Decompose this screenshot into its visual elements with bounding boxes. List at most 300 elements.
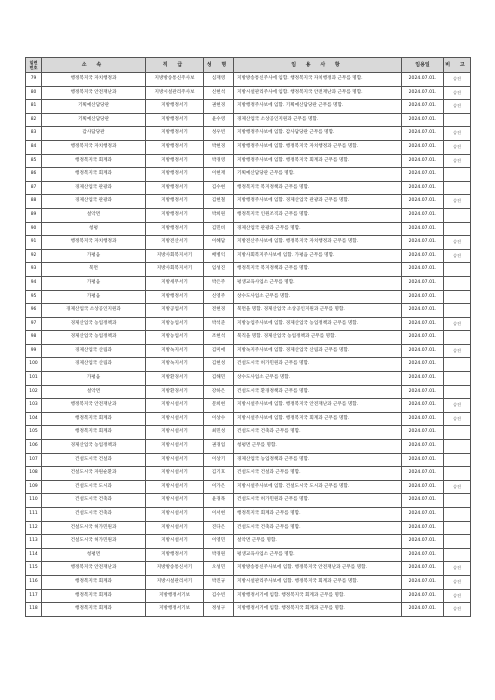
cell-note: [444, 467, 471, 481]
cell-serial-number: 117: [26, 589, 42, 603]
table-row: [26, 603, 471, 617]
cell-note: 승진: [444, 317, 471, 331]
cell-note: [444, 276, 471, 290]
cell-appointment-date: 2024.07.01.: [402, 100, 444, 114]
personnel-table: [25, 57, 471, 617]
cell-department: 설악면: [42, 385, 146, 399]
table-row: [26, 113, 471, 127]
cell-serial-number: 110: [26, 494, 42, 508]
table-row: [26, 331, 471, 345]
cell-appointment-detail: 건설도시국 환경정책과 근무를 명함.: [234, 385, 402, 399]
cell-serial-number: 97: [26, 317, 42, 331]
cell-serial-number: 99: [26, 344, 42, 358]
cell-appointment-date: 2024.07.01.: [402, 562, 444, 576]
cell-note: [444, 331, 471, 345]
cell-note: [444, 263, 471, 277]
cell-note: [444, 548, 471, 562]
cell-appointment-detail: 북면을 명함. 경제산업국 소상공인지원과 근무를 명함.: [234, 304, 402, 318]
cell-department: 경제산업국 산림과: [42, 358, 146, 372]
cell-appointment-date: 2024.07.01.: [402, 412, 444, 426]
cell-department: 행정복지국 자치행정과: [42, 140, 146, 154]
cell-department: 행정복지국 자치행정과: [42, 73, 146, 87]
cell-grade: 지방환경서기: [146, 385, 204, 399]
cell-department: 행정복지국 회계과: [42, 168, 146, 182]
cell-grade: 지방행정서기: [146, 548, 204, 562]
cell-name: 김수현: [204, 181, 234, 195]
cell-note: [444, 426, 471, 440]
cell-appointment-date: 2024.07.01.: [402, 358, 444, 372]
cell-serial-number: 111: [26, 508, 42, 522]
cell-note: [444, 508, 471, 522]
cell-appointment-date: 2024.07.01.: [402, 317, 444, 331]
cell-serial-number: 103: [26, 399, 42, 413]
cell-appointment-detail: 건설도시국 건축과 근무를 명함.: [234, 426, 402, 440]
cell-name: 박희원: [204, 208, 234, 222]
cell-name: 권현경: [204, 100, 234, 114]
cell-name: 조현석: [204, 331, 234, 345]
cell-appointment-detail: 행정복지국 복지정책과 근무를 명함.: [234, 263, 402, 277]
cell-serial-number: 91: [26, 236, 42, 250]
table-row: [26, 412, 471, 426]
header-grade: 직 급: [146, 58, 204, 73]
cell-appointment-detail: 설악면 근무를 명함.: [234, 535, 402, 549]
cell-appointment-date: 2024.07.01.: [402, 603, 444, 617]
cell-department: 가평읍: [42, 372, 146, 386]
cell-grade: 지방행정서기: [146, 181, 204, 195]
cell-name: 전현경: [204, 304, 234, 318]
header-department: 소 속: [42, 58, 146, 73]
cell-note: 승진: [444, 562, 471, 576]
cell-grade: 지방시설서기: [146, 440, 204, 454]
cell-name: 박경원: [204, 548, 234, 562]
cell-grade: 지방세무서기: [146, 276, 204, 290]
table-row: [26, 86, 471, 100]
cell-serial-number: 87: [26, 181, 42, 195]
cell-grade: 지방녹지서기: [146, 358, 204, 372]
cell-note: 승진: [444, 603, 471, 617]
cell-serial-number: 95: [26, 290, 42, 304]
cell-serial-number: 88: [26, 195, 42, 209]
cell-grade: 지방행정서기: [146, 168, 204, 182]
cell-department: 북면: [42, 263, 146, 277]
cell-department: 건설도시국 도시과: [42, 480, 146, 494]
cell-appointment-detail: 행정복지국 회계과 근무를 명함.: [234, 508, 402, 522]
cell-appointment-detail: 지방사회복지주사보에 임함. 가평읍 근무를 명함.: [234, 249, 402, 263]
cell-serial-number: 101: [26, 372, 42, 386]
cell-name: 김미애: [204, 344, 234, 358]
cell-serial-number: 109: [26, 480, 42, 494]
cell-grade: 지방녹지서기: [146, 344, 204, 358]
cell-department: 건설도시국 허가민원과: [42, 535, 146, 549]
cell-serial-number: 102: [26, 385, 42, 399]
table-row: [26, 263, 471, 277]
cell-name: 윤수영: [204, 113, 234, 127]
cell-appointment-date: 2024.07.01.: [402, 453, 444, 467]
cell-appointment-date: 2024.07.01.: [402, 86, 444, 100]
table-row: [26, 154, 471, 168]
table-row: [26, 140, 471, 154]
cell-department: 경제산업국 관광과: [42, 195, 146, 209]
cell-serial-number: 104: [26, 412, 42, 426]
cell-appointment-detail: 건설도시국 건축과 근무를 명함.: [234, 521, 402, 535]
table-row: [26, 181, 471, 195]
cell-appointment-detail: 상수도사업소 근무를 명함.: [234, 290, 402, 304]
cell-serial-number: 90: [26, 222, 42, 236]
cell-grade: 지방시설서기: [146, 480, 204, 494]
header-serial-number: 일련 번호: [26, 58, 42, 73]
cell-grade: 지방행정서기보: [146, 589, 204, 603]
cell-note: [444, 290, 471, 304]
cell-note: 승진: [444, 195, 471, 209]
cell-grade: 지방시설서기: [146, 467, 204, 481]
cell-appointment-detail: 지방전산주사보에 임함. 행정복지국 자치행정과 근무를 명함.: [234, 236, 402, 250]
cell-appointment-detail: 지방행정주사보에 임함. 기획예산담당관 근무를 명함.: [234, 100, 402, 114]
cell-note: [444, 385, 471, 399]
cell-note: 승진: [444, 236, 471, 250]
cell-serial-number: 116: [26, 575, 42, 589]
cell-department: 행정복지국 회계과: [42, 426, 146, 440]
header-appointment-date: 임용일: [402, 58, 444, 73]
cell-department: 행정복지국 안전재난과: [42, 562, 146, 576]
cell-appointment-detail: 건설도시국 허가민원과 근무를 명함.: [234, 494, 402, 508]
cell-appointment-date: 2024.07.01.: [402, 426, 444, 440]
cell-appointment-detail: 지방시설주사보에 임함. 행정복지국 회계과 근무를 명함.: [234, 412, 402, 426]
cell-note: 승진: [444, 249, 471, 263]
cell-note: 승진: [444, 480, 471, 494]
cell-name: 박진규: [204, 575, 234, 589]
cell-appointment-detail: 건설도시국 허가민원과 근무를 명함.: [234, 358, 402, 372]
cell-serial-number: 80: [26, 86, 42, 100]
cell-name: 이혜담: [204, 236, 234, 250]
cell-grade: 지방행정서기: [146, 140, 204, 154]
cell-serial-number: 81: [26, 100, 42, 114]
cell-serial-number: 100: [26, 358, 42, 372]
cell-note: 승진: [444, 86, 471, 100]
cell-note: 승진: [444, 575, 471, 589]
cell-serial-number: 94: [26, 276, 42, 290]
cell-appointment-detail: 지방시설주사보에 임함. 건설도시국 도시과 근무를 명함.: [234, 480, 402, 494]
table-row: [26, 399, 471, 413]
cell-serial-number: 93: [26, 263, 42, 277]
cell-appointment-detail: 건설도시국 건설과 근무를 명함.: [234, 467, 402, 481]
cell-department: 경제산업국 관광과: [42, 181, 146, 195]
cell-department: 가평읍: [42, 290, 146, 304]
cell-note: [444, 304, 471, 318]
cell-appointment-detail: 지방농업주사보에 임함. 경제산업국 농업정책과 근무를 명함.: [234, 317, 402, 331]
cell-serial-number: 115: [26, 562, 42, 576]
cell-name: 문희현: [204, 399, 234, 413]
table-row: [26, 385, 471, 399]
table-row: [26, 344, 471, 358]
table-row: [26, 249, 471, 263]
cell-appointment-date: 2024.07.01.: [402, 521, 444, 535]
cell-appointment-date: 2024.07.01.: [402, 494, 444, 508]
cell-name: 정성구: [204, 603, 234, 617]
cell-department: 행정복지국 회계과: [42, 603, 146, 617]
header-note: 비 고: [444, 58, 471, 73]
cell-serial-number: 105: [26, 426, 42, 440]
cell-appointment-date: 2024.07.01.: [402, 331, 444, 345]
cell-name: 최민성: [204, 426, 234, 440]
cell-appointment-date: 2024.07.01.: [402, 181, 444, 195]
cell-note: [444, 208, 471, 222]
cell-note: 승진: [444, 73, 471, 87]
table-row: [26, 222, 471, 236]
cell-serial-number: 107: [26, 453, 42, 467]
table-row: [26, 168, 471, 182]
cell-serial-number: 85: [26, 154, 42, 168]
cell-appointment-date: 2024.07.01.: [402, 480, 444, 494]
table-row: [26, 358, 471, 372]
cell-grade: 지방행정서기: [146, 113, 204, 127]
cell-appointment-date: 2024.07.01.: [402, 535, 444, 549]
cell-appointment-date: 2024.07.01.: [402, 399, 444, 413]
cell-grade: 지방농업서기: [146, 331, 204, 345]
cell-appointment-date: 2024.07.01.: [402, 290, 444, 304]
cell-appointment-detail: 지방행정서기에 임함. 행정복지국 회계과 근무를 명함.: [234, 603, 402, 617]
cell-appointment-date: 2024.07.01.: [402, 73, 444, 87]
cell-note: 승진: [444, 589, 471, 603]
table-row: [26, 276, 471, 290]
header-appointment-detail: 임 용 사 항: [234, 58, 402, 73]
cell-department: 가평읍: [42, 276, 146, 290]
table-row: [26, 589, 471, 603]
cell-grade: 지방공업서기: [146, 304, 204, 318]
cell-grade: 지방시설관리서기: [146, 575, 204, 589]
cell-department: 건설도시국 건축과: [42, 508, 146, 522]
cell-appointment-date: 2024.07.01.: [402, 440, 444, 454]
cell-appointment-detail: 행정복지국 복지정책과 근무를 명함.: [234, 181, 402, 195]
cell-department: 경제산업국 농업정책과: [42, 440, 146, 454]
cell-serial-number: 79: [26, 73, 42, 87]
cell-note: [444, 440, 471, 454]
cell-note: [444, 222, 471, 236]
cell-name: 이서현: [204, 508, 234, 522]
cell-department: 건설도시국 건축과: [42, 494, 146, 508]
cell-serial-number: 98: [26, 331, 42, 345]
table-row: [26, 195, 471, 209]
cell-serial-number: 83: [26, 127, 42, 141]
cell-serial-number: 106: [26, 440, 42, 454]
cell-name: 박석준: [204, 317, 234, 331]
cell-department: 행정복지국 회계과: [42, 412, 146, 426]
table-row: [26, 467, 471, 481]
cell-grade: 지방농업서기: [146, 317, 204, 331]
cell-grade: 지방시설서기: [146, 453, 204, 467]
table-row: [26, 453, 471, 467]
cell-department: 경제산업국 농업정책과: [42, 317, 146, 331]
cell-note: 승진: [444, 100, 471, 114]
cell-appointment-detail: 지방방송통신주사보에 임함. 행정복지국 안전재난과 근무를 명함.: [234, 562, 402, 576]
cell-note: 승진: [444, 344, 471, 358]
cell-department: 경제산업국 농업정책과: [42, 331, 146, 345]
cell-note: 승진: [444, 140, 471, 154]
table-row: [26, 508, 471, 522]
cell-grade: 지방행정서기: [146, 100, 204, 114]
cell-appointment-detail: 평생교육사업소 근무를 명함.: [234, 276, 402, 290]
cell-name: 임성진: [204, 263, 234, 277]
cell-appointment-detail: 지방행정주사보에 임함. 행정복지국 자치행정과 근무를 명함.: [234, 140, 402, 154]
cell-department: 경제산업국 산림과: [42, 344, 146, 358]
cell-department: 청평면: [42, 548, 146, 562]
cell-appointment-date: 2024.07.01.: [402, 127, 444, 141]
cell-appointment-detail: 지방행정서기에 임함. 행정복지국 회계과 근무를 명함.: [234, 589, 402, 603]
cell-grade: 지방행정서기: [146, 290, 204, 304]
cell-grade: 지방시설관리주사보: [146, 86, 204, 100]
personnel-order-document: [25, 57, 470, 617]
cell-grade: 지방행정서기: [146, 127, 204, 141]
cell-grade: 지방행정서기: [146, 222, 204, 236]
table-row: [26, 575, 471, 589]
cell-name: 김수빈: [204, 589, 234, 603]
cell-name: 이가은: [204, 480, 234, 494]
cell-appointment-date: 2024.07.01.: [402, 276, 444, 290]
cell-note: 승진: [444, 412, 471, 426]
cell-name: 강하은: [204, 385, 234, 399]
cell-appointment-date: 2024.07.01.: [402, 508, 444, 522]
table-row: [26, 317, 471, 331]
cell-grade: 지방방송통신서기: [146, 562, 204, 576]
cell-serial-number: 113: [26, 535, 42, 549]
table-header-row: [26, 58, 471, 73]
cell-appointment-date: 2024.07.01.: [402, 589, 444, 603]
cell-department: 기획예산담당관: [42, 113, 146, 127]
cell-department: 행정복지국 회계과: [42, 154, 146, 168]
cell-name: 김해민: [204, 372, 234, 386]
cell-grade: 지방시설서기: [146, 521, 204, 535]
cell-note: [444, 113, 471, 127]
cell-name: 배병익: [204, 249, 234, 263]
cell-appointment-date: 2024.07.01.: [402, 140, 444, 154]
cell-grade: 지방시설서기: [146, 494, 204, 508]
cell-department: 행정복지국 안전재난과: [42, 399, 146, 413]
cell-appointment-date: 2024.07.01.: [402, 222, 444, 236]
cell-note: [444, 372, 471, 386]
cell-grade: 지방사회복지서기: [146, 263, 204, 277]
cell-appointment-detail: 평생교육사업소 근무를 명함.: [234, 548, 402, 562]
table-row: [26, 494, 471, 508]
cell-note: [444, 521, 471, 535]
table-row: [26, 236, 471, 250]
cell-appointment-detail: 행정복지국 인원조직과 근무를 명함.: [234, 208, 402, 222]
cell-name: 오성민: [204, 562, 234, 576]
cell-grade: 지방방송통신주사보: [146, 73, 204, 87]
cell-name: 박경영: [204, 154, 234, 168]
table-row: [26, 73, 471, 87]
cell-name: 김민비: [204, 222, 234, 236]
cell-department: 행정복지국 자치행정과: [42, 236, 146, 250]
cell-grade: 지방행정서기보: [146, 603, 204, 617]
cell-appointment-date: 2024.07.01.: [402, 304, 444, 318]
table-row: [26, 372, 471, 386]
cell-department: 건설도시국 건설과: [42, 453, 146, 467]
cell-appointment-detail: 지방행정주사보에 임함. 행정복지국 회계과 근무를 명함.: [234, 154, 402, 168]
cell-name: 윤경목: [204, 494, 234, 508]
cell-department: 행정복지국 회계과: [42, 589, 146, 603]
table-row: [26, 290, 471, 304]
cell-note: [444, 535, 471, 549]
cell-appointment-detail: 경제산업국 소상공인지원과 근무를 명함.: [234, 113, 402, 127]
cell-name: 권경업: [204, 440, 234, 454]
cell-name: 신현석: [204, 86, 234, 100]
cell-appointment-date: 2024.07.01.: [402, 385, 444, 399]
cell-grade: 지방시설서기: [146, 426, 204, 440]
cell-grade: 지방행정서기: [146, 208, 204, 222]
cell-note: [444, 358, 471, 372]
cell-appointment-date: 2024.07.01.: [402, 548, 444, 562]
cell-serial-number: 86: [26, 168, 42, 182]
cell-grade: 지방시설서기: [146, 412, 204, 426]
cell-serial-number: 114: [26, 548, 42, 562]
cell-department: 감사담당관: [42, 127, 146, 141]
cell-department: 가평읍: [42, 249, 146, 263]
cell-name: 심재영: [204, 73, 234, 87]
cell-note: 승진: [444, 127, 471, 141]
table-row: [26, 535, 471, 549]
cell-appointment-date: 2024.07.01.: [402, 575, 444, 589]
cell-appointment-date: 2024.07.01.: [402, 195, 444, 209]
cell-grade: 지방시설서기: [146, 535, 204, 549]
table-row: [26, 440, 471, 454]
cell-serial-number: 89: [26, 208, 42, 222]
cell-department: 건설도시국 허가민원과: [42, 521, 146, 535]
cell-note: [444, 453, 471, 467]
cell-appointment-date: 2024.07.01.: [402, 113, 444, 127]
table-row: [26, 100, 471, 114]
cell-department: 행정복지국 안전재난과: [42, 86, 146, 100]
cell-serial-number: 96: [26, 304, 42, 318]
cell-department: 행정복지국 회계과: [42, 575, 146, 589]
table-row: [26, 208, 471, 222]
table-row: [26, 521, 471, 535]
cell-appointment-date: 2024.07.01.: [402, 168, 444, 182]
cell-appointment-date: 2024.07.01.: [402, 372, 444, 386]
cell-appointment-detail: 지방시설주사보에 임함. 행정복지국 안전재난과 근무를 명함.: [234, 399, 402, 413]
cell-department: 청평: [42, 222, 146, 236]
cell-appointment-date: 2024.07.01.: [402, 236, 444, 250]
cell-name: 김현성: [204, 358, 234, 372]
cell-department: 기획예산담당관: [42, 100, 146, 114]
cell-grade: 지방행정서기: [146, 154, 204, 168]
cell-appointment-detail: 경제산업국 농업정책과 근무를 명함.: [234, 453, 402, 467]
cell-note: [444, 494, 471, 508]
table-row: [26, 426, 471, 440]
cell-appointment-date: 2024.07.01.: [402, 263, 444, 277]
cell-grade: 지방시설서기: [146, 508, 204, 522]
cell-name: 김현철: [204, 195, 234, 209]
cell-appointment-date: 2024.07.01.: [402, 249, 444, 263]
cell-appointment-detail: 지방시설관리주사보에 임함. 행정복지국 회계과 근무를 명함.: [234, 575, 402, 589]
table-row: [26, 548, 471, 562]
cell-appointment-date: 2024.07.01.: [402, 208, 444, 222]
table-body: [26, 73, 471, 617]
cell-grade: 지방환경서기: [146, 372, 204, 386]
cell-grade: 지방전산서기: [146, 236, 204, 250]
cell-appointment-date: 2024.07.01.: [402, 154, 444, 168]
cell-appointment-detail: 지방시설관리주사에 임함. 행정복지국 안전재난과 근무를 명함.: [234, 86, 402, 100]
cell-name: 신영주: [204, 290, 234, 304]
cell-name: 이상기: [204, 453, 234, 467]
cell-serial-number: 118: [26, 603, 42, 617]
cell-appointment-date: 2024.07.01.: [402, 344, 444, 358]
cell-grade: 지방행정서기: [146, 195, 204, 209]
table-row: [26, 562, 471, 576]
cell-name: 진다은: [204, 521, 234, 535]
cell-appointment-detail: 북직을 명함. 경제산업국 농업정책과 근무를 명함.: [234, 331, 402, 345]
cell-name: 성우빈: [204, 127, 234, 141]
cell-department: 건설도시국 자원순환과: [42, 467, 146, 481]
cell-serial-number: 92: [26, 249, 42, 263]
